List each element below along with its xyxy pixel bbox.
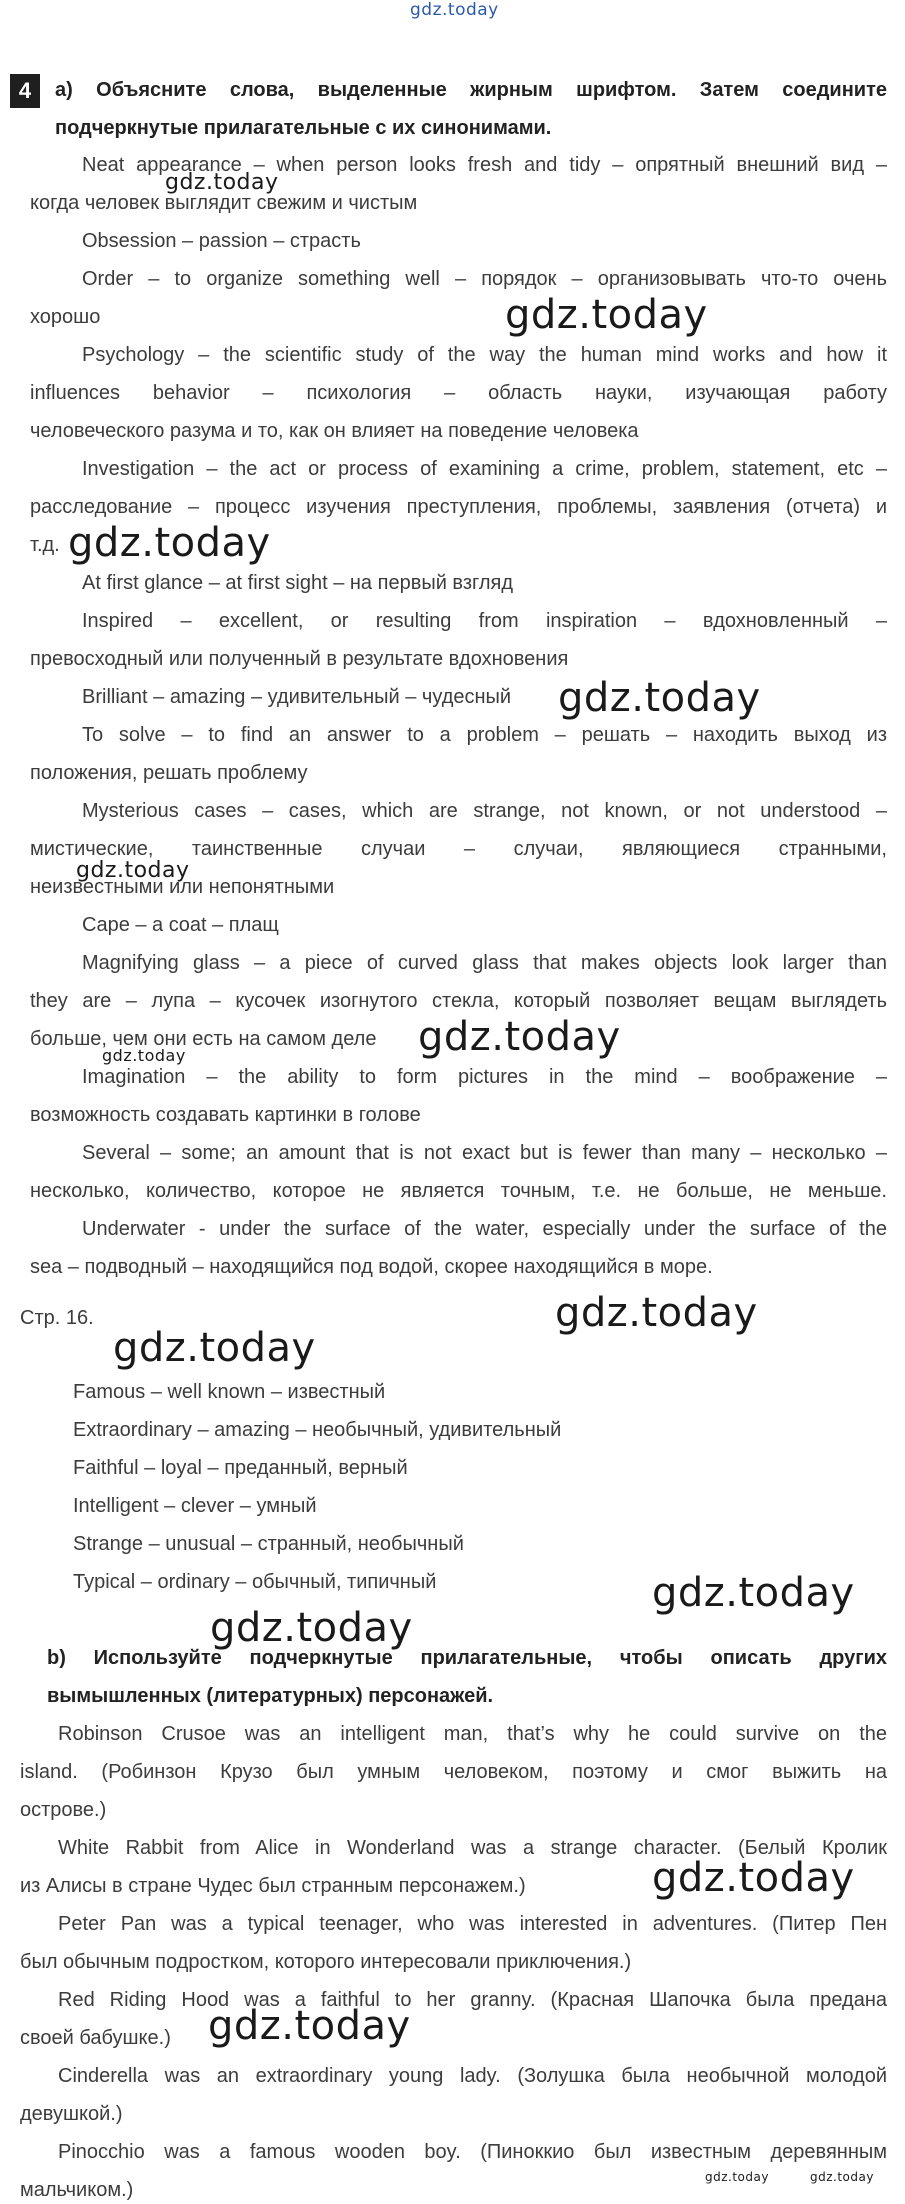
watermark: gdz.today [113, 1325, 316, 1371]
example-line: острове.) [20, 1799, 107, 1821]
definition-line: To solve – to find an answer to a problem – решать – находить выход из [82, 724, 887, 746]
watermark: gdz.today [165, 170, 279, 195]
definition-line: Investigation – the act or process of examining a crime, problem, statement, etc – [82, 458, 887, 480]
watermark: gdz.today [810, 2170, 874, 2184]
task-a-heading: a) Объясните слова, выделенные жирным шрифтом. Затем соедините [55, 79, 887, 101]
definition-line: Several – some; an amount that is not exact but is fewer than many – несколько – [82, 1142, 887, 1164]
definition-line: Inspired – excellent, or resulting from inspiration – вдохновленный – [82, 610, 887, 632]
example-line: из Алисы в стране Чудес был странным персонажем.) [20, 1875, 526, 1897]
watermark: gdz.today [208, 2003, 411, 2049]
watermark: gdz.today [705, 2170, 769, 2184]
synonym-item: Typical – ordinary – обычный, типичный [73, 1571, 437, 1593]
definition-line: когда человек выглядит свежим и чистым [30, 192, 418, 214]
example-line: island. (Робинзон Крузо был умным человеком, поэтому и смог выжить на [20, 1761, 887, 1783]
example-line: своей бабушке.) [20, 2027, 171, 2049]
definition-line: возможность создавать картинки в голове [30, 1104, 421, 1126]
example-line: мальчиком.) [20, 2179, 134, 2201]
definition-line: At first glance – at first sight – на первый взгляд [82, 572, 514, 594]
watermark: gdz.today [558, 675, 761, 721]
watermark: gdz.today [210, 1605, 413, 1651]
watermark: gdz.today [555, 1290, 758, 1336]
watermark: gdz.today [102, 1046, 186, 1065]
definition-line: превосходный или полученный в результате вдохновения [30, 648, 569, 670]
watermark: gdz.today [68, 520, 271, 566]
definition-line: they are – лупа – кусочек изогнутого стекла, который позволяет вещам выглядеть [30, 990, 887, 1012]
watermark: gdz.today [76, 858, 190, 883]
watermark: gdz.today [418, 1014, 621, 1060]
task-b-heading: b) Используйте подчеркнутые прилагательные, чтобы описать других [47, 1647, 887, 1669]
definition-line: Brilliant – amazing – удивительный – чудесный [82, 686, 512, 708]
definition-line: хорошо [30, 306, 101, 328]
example-line: Red Riding Hood was a faithful to her granny. (Красная Шапочка была предана [58, 1989, 887, 2011]
definition-line: расследование – процесс изучения преступления, проблемы, заявления (отчета) и [30, 496, 887, 518]
synonym-item: Strange – unusual – странный, необычный [73, 1533, 464, 1555]
example-line: девушкой.) [20, 2103, 123, 2125]
example-line: был обычным подростком, которого интересовали приключения.) [20, 1951, 632, 1973]
definition-line: т.д. [30, 534, 60, 556]
watermark: gdz.today [652, 1570, 855, 1616]
definition-line: Cape – a coat – плащ [82, 914, 279, 936]
synonym-item: Famous – well known – известный [73, 1381, 386, 1403]
synonym-item: Intelligent – clever – умный [73, 1495, 317, 1517]
definition-line: человеческого разума и то, как он влияет на поведение человека [30, 420, 639, 442]
example-line: White Rabbit from Alice in Wonderland was a strange character. (Белый Кролик [58, 1837, 887, 1859]
watermark: gdz.today [410, 0, 499, 20]
definition-line: неизвестными или непонятными [30, 876, 335, 898]
definition-line: Underwater - under the surface of the water, especially under the surface of the [82, 1218, 887, 1240]
exercise-number: 4 [10, 74, 40, 108]
example-line: Pinocchio was a famous wooden boy. (Пиноккио был известным деревянным [58, 2141, 887, 2163]
definition-line: мистические, таинственные случаи – случаи, являющиеся странными, [30, 838, 887, 860]
example-line: Cinderella was an extraordinary young lady. (Золушка была необычной молодой [58, 2065, 887, 2087]
synonym-item: Faithful – loyal – преданный, верный [73, 1457, 408, 1479]
definition-line: Obsession – passion – страсть [82, 230, 361, 252]
example-line: Peter Pan was a typical teenager, who was interested in adventures. (Питер Пен [58, 1913, 887, 1935]
page-reference: Стр. 16. [20, 1307, 94, 1329]
definition-line: Order – to organize something well – порядок – организовывать что-то очень [82, 268, 887, 290]
definition-line: Imagination – the ability to form pictures in the mind – воображение – [82, 1066, 887, 1088]
definition-line: несколько, количество, которое не является точным, т.е. не больше, не меньше. [30, 1180, 887, 1202]
definition-line: Neat appearance – when person looks fresh and tidy – опрятный внешний вид – [82, 154, 887, 176]
definition-line: Psychology – the scientific study of the way the human mind works and how it [82, 344, 887, 366]
task-a-heading: подчеркнутые прилагательные с их синонимами. [55, 117, 552, 139]
definition-line: sea – подводный – находящийся под водой, скорее находящийся в море. [30, 1256, 713, 1278]
definition-line: больше, чем они есть на самом деле [30, 1028, 377, 1050]
watermark: gdz.today [505, 292, 708, 338]
definition-line: Mysterious cases – cases, which are strange, not known, or not understood – [82, 800, 887, 822]
task-b-heading: вымышленных (литературных) персонажей. [47, 1685, 494, 1707]
definition-line: Magnifying glass – a piece of curved glass that makes objects look larger than [82, 952, 887, 974]
definition-line: influences behavior – психология – область науки, изучающая работу [30, 382, 887, 404]
synonym-item: Extraordinary – amazing – необычный, удивительный [73, 1419, 562, 1441]
example-line: Robinson Crusoe was an intelligent man, that’s why he could survive on the [58, 1723, 887, 1745]
watermark: gdz.today [652, 1855, 855, 1901]
definition-line: положения, решать проблему [30, 762, 308, 784]
